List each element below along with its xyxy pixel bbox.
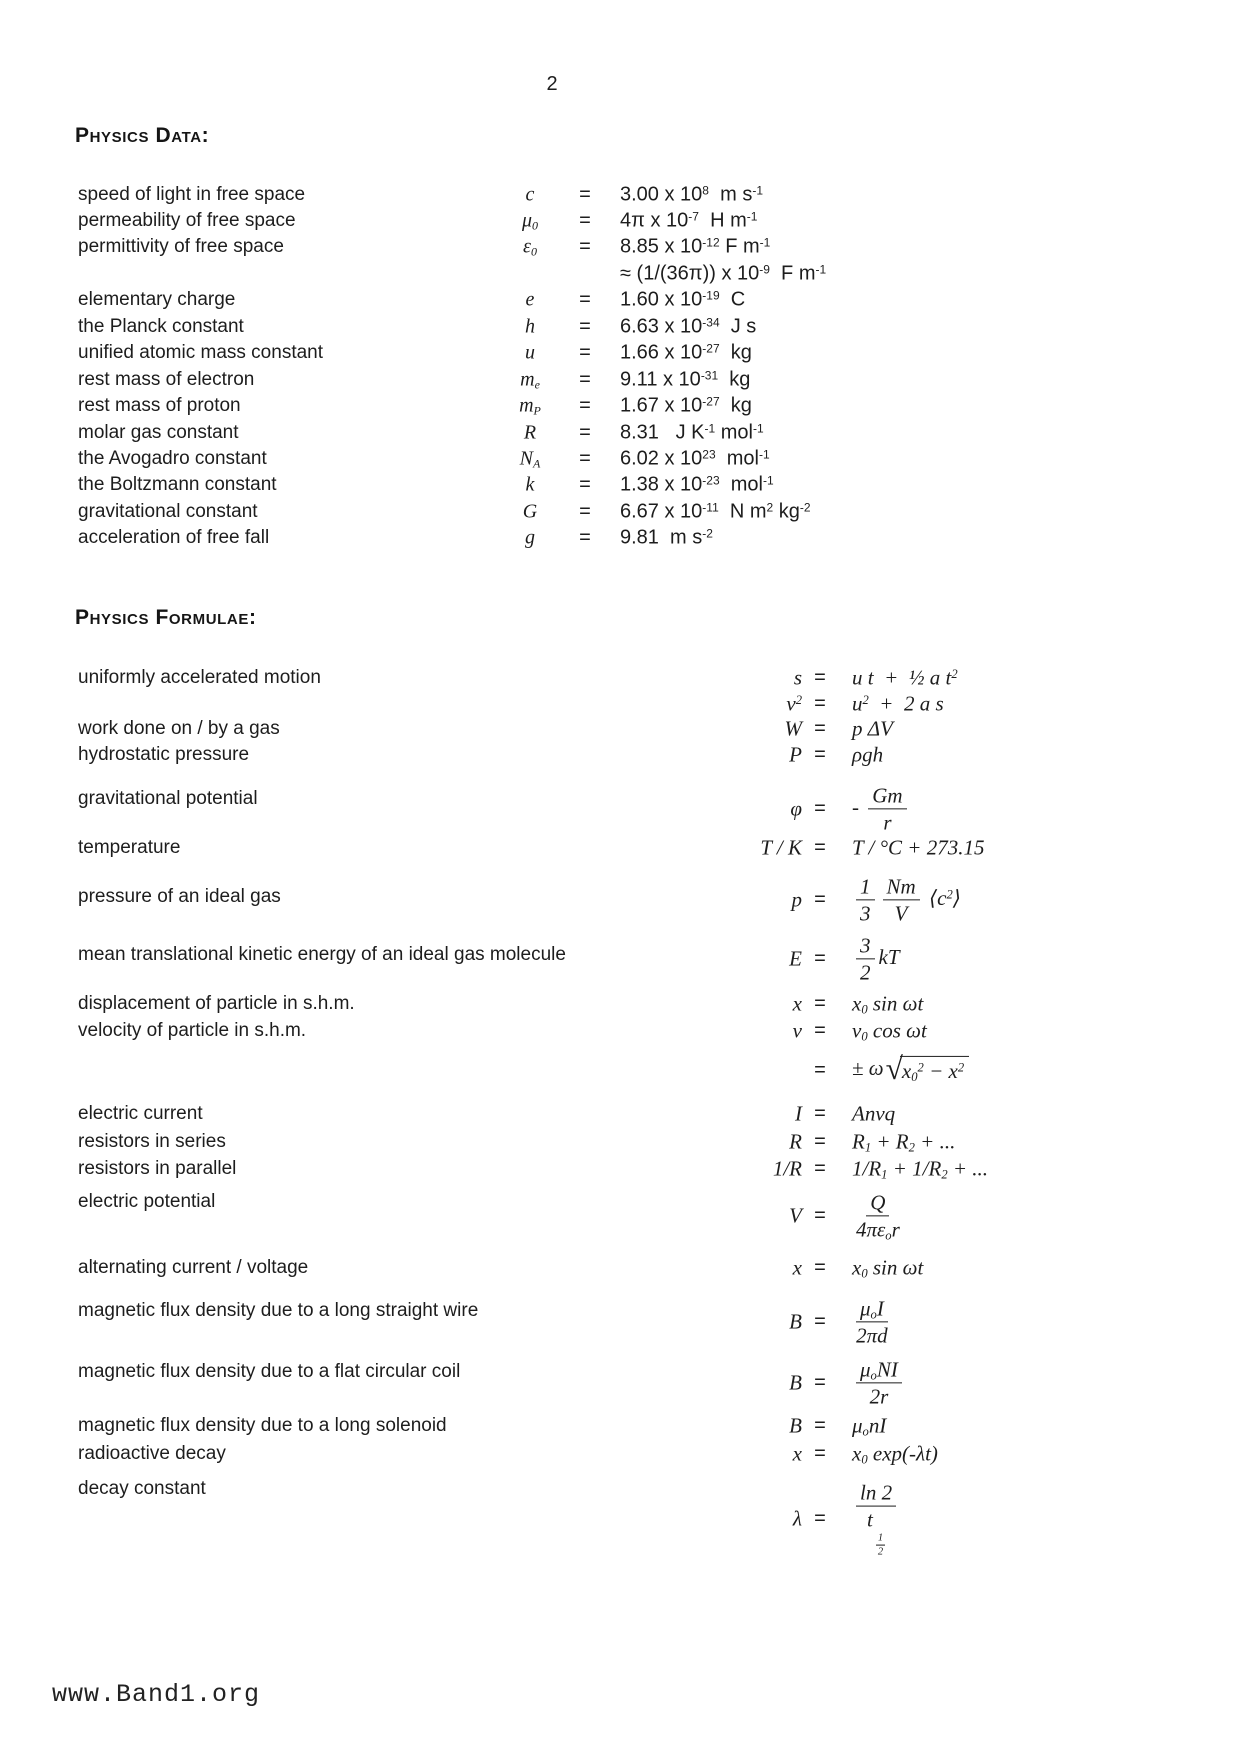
formula-expression — [690, 1296, 892, 1347]
constant-label: acceleration of free fall — [78, 527, 270, 549]
data-row — [0, 393, 1239, 420]
formula-expression — [690, 836, 984, 861]
formula-lhs: V — [789, 1203, 802, 1228]
formula-rhs: $x_0$ sin ωt — [852, 1255, 924, 1281]
constant-value: 1.60 x $10^{-19}$ C — [620, 288, 746, 311]
formula-label: magnetic flux density due to a flat circular coil — [78, 1361, 461, 1382]
constant-value: 1.67 x $10^{-27}$ kg — [620, 394, 752, 417]
formula-expression — [690, 1442, 938, 1467]
constant-symbol: e — [525, 288, 535, 311]
constant-value: 1.38 x $10^{-23}$ mol$^{-1}$ — [620, 473, 774, 496]
formula-rhs: p ΔV — [852, 716, 893, 741]
formula-rhs: $\frac{1}{3}$ $\frac{Nm}{V}$ $⟨c^2⟩$ — [852, 874, 961, 925]
constant-label: permittivity of free space — [78, 236, 284, 258]
equals-sign: = — [579, 500, 591, 523]
constant-value: 3.00 x $10^8$ m $s^{-1}$ — [620, 183, 763, 205]
equals-sign: = — [579, 183, 591, 205]
data-row — [0, 446, 1239, 473]
formula-lhs: x — [792, 1255, 802, 1280]
equals-sign: = — [814, 692, 826, 715]
formula-lhs: B — [789, 1413, 802, 1438]
equals-sign: = — [579, 341, 591, 364]
formula-label: displacement of particle in s.h.m. — [78, 993, 355, 1014]
constant-label: the Planck constant — [78, 315, 244, 337]
data-row — [0, 234, 1239, 261]
physics-formulae-heading: Physics Formulae: — [75, 606, 257, 629]
formula-label: resistors in series — [78, 1131, 226, 1152]
equals-sign: = — [814, 1414, 826, 1437]
constant-value: 6.67 x $10^{-11}$ N $m^2$ $kg^{-2}$ — [620, 500, 811, 523]
physics-data-heading: Physics Data: — [75, 124, 210, 147]
constant-symbol: $m_e$ — [520, 368, 540, 392]
formula-rhs: $1/R_1 + 1/R_2$ + ... — [852, 1156, 989, 1182]
formula-expression — [690, 1357, 906, 1408]
formula-lhs: I — [795, 1101, 802, 1126]
constant-symbol: u — [525, 341, 535, 364]
equals-sign: = — [814, 1310, 826, 1333]
equals-sign: = — [814, 836, 826, 859]
data-row — [0, 207, 1239, 234]
formula-label: electric potential — [78, 1191, 216, 1212]
formula-rhs: $\frac{3}{2}$ kT — [852, 933, 900, 984]
data-row — [0, 287, 1239, 314]
formula-label: alternating current / voltage — [78, 1257, 309, 1278]
formula-expression — [690, 666, 958, 691]
constant-value: ≈ (1/(36π)) x $10^{-9}$ F $m^{-1}$ — [620, 262, 827, 285]
formula-rhs: ± ω √ $x_0^2 - x^2$ — [852, 1056, 969, 1084]
formula-rhs: $x_0$ exp(-λt) — [852, 1441, 938, 1467]
constant-symbol: $\varepsilon_0$ — [523, 235, 537, 259]
formula-lhs: R — [789, 1129, 802, 1154]
constant-label: the Avogadro constant — [78, 448, 267, 469]
formula-label: velocity of particle in s.h.m. — [78, 1020, 307, 1041]
constant-value: 8.31 J $K^{-1}$ mol$^{-1}$ — [620, 421, 764, 444]
formula-lhs: v — [792, 1018, 802, 1043]
formula-lhs: T / K — [760, 835, 802, 860]
formula-expression — [690, 992, 923, 1017]
data-row — [0, 472, 1239, 499]
formula-label: electric current — [78, 1103, 203, 1124]
constant-symbol: c — [525, 183, 535, 205]
formula-rhs: $v_0$ cos ωt — [852, 1018, 927, 1044]
data-row — [0, 340, 1239, 367]
formula-expression — [690, 1157, 988, 1182]
equals-sign: = — [814, 717, 826, 740]
formula-label: radioactive decay — [78, 1443, 226, 1464]
formula-lhs: φ — [790, 796, 802, 821]
formula-lhs: x — [792, 991, 802, 1016]
formula-expression — [690, 1019, 927, 1044]
formula-lhs: E — [789, 946, 802, 971]
equals-sign: = — [814, 1507, 826, 1530]
formula-expression — [690, 1130, 955, 1155]
formula-expression — [690, 1481, 900, 1558]
formula-rhs: $x_0$ sin ωt — [852, 991, 924, 1017]
formula-expression — [690, 1190, 904, 1241]
constant-symbol: $m_P$ — [519, 394, 541, 418]
formula-label: temperature — [78, 837, 181, 858]
constant-symbol: $N_A$ — [519, 447, 541, 471]
equals-sign: = — [579, 394, 591, 417]
constant-label: permeability of free space — [78, 209, 296, 231]
data-row — [0, 419, 1239, 446]
constant-symbol: g — [525, 526, 535, 549]
formula-lhs: x — [792, 1441, 802, 1466]
formula-rhs: u t + ½ a $t^2$ — [852, 665, 958, 690]
equals-sign: = — [814, 1442, 826, 1465]
formula-rhs: $R_1 + R_2$ + ... — [852, 1129, 956, 1155]
formula-lhs: $v^2$ — [786, 691, 802, 716]
formula-lhs: 1/R — [772, 1156, 802, 1181]
equals-sign: = — [579, 473, 591, 496]
constant-label: the Boltzmann constant — [78, 474, 277, 496]
constant-symbol: G — [522, 500, 538, 523]
formula-label: uniformly accelerated motion — [78, 667, 321, 688]
formula-label: gravitational potential — [78, 788, 258, 809]
formula-rhs: ρgh — [852, 742, 884, 767]
data-row — [0, 181, 1239, 208]
formula-expression — [690, 783, 911, 834]
formula-expression — [690, 743, 883, 768]
constant-label: rest mass of proton — [78, 395, 241, 417]
formula-expression — [690, 933, 900, 984]
formula-label: mean translational kinetic energy of an ideal gas molecule — [78, 944, 566, 965]
equals-sign: = — [814, 797, 826, 820]
constant-label: unified atomic mass constant — [78, 342, 324, 364]
equals-sign: = — [579, 421, 591, 444]
formula-rhs: Anvq — [852, 1101, 896, 1126]
constant-label: elementary charge — [78, 289, 236, 311]
constant-label: gravitational constant — [78, 500, 258, 522]
formula-rhs: Q $4\pi\varepsilon_or$ — [856, 1190, 900, 1243]
formula-rhs: $\mu_oNI$ 2r — [852, 1357, 906, 1408]
equals-sign: = — [814, 1157, 826, 1180]
website-url: www.Band1.org — [52, 1680, 261, 1709]
formula-expression — [690, 1414, 886, 1439]
constant-value: 6.02 x $10^{23}$ mol$^{-1}$ — [620, 447, 770, 470]
constant-value: 4π x $10^{-7}$ H $m^{-1}$ — [620, 209, 758, 232]
data-row — [0, 260, 1239, 287]
data-row — [0, 366, 1239, 393]
equals-sign: = — [579, 368, 591, 391]
constant-value: 9.81 m $s^{-2}$ — [620, 526, 713, 549]
data-row — [0, 313, 1239, 340]
equals-sign: = — [579, 447, 591, 470]
formula-rhs: T / °C + 273.15 — [852, 835, 985, 860]
formula-expression — [690, 874, 961, 925]
formula-label: work done on / by a gas — [78, 718, 280, 739]
formula-expression — [690, 1102, 895, 1127]
equals-sign: = — [814, 1130, 826, 1153]
data-row — [0, 498, 1239, 525]
constant-value: 6.63 x $10^{-34}$ J s — [620, 315, 757, 338]
equals-sign: = — [814, 1102, 826, 1125]
formula-label: pressure of an ideal gas — [78, 886, 281, 907]
constant-symbol: $\mu_0$ — [521, 209, 539, 233]
equals-sign: = — [579, 209, 591, 232]
constant-label: rest mass of electron — [78, 368, 255, 390]
equals-sign: = — [814, 888, 826, 911]
constant-label: molar gas constant — [78, 421, 239, 443]
formula-lhs: B — [789, 1309, 802, 1334]
equals-sign: = — [814, 1204, 826, 1227]
equals-sign: = — [814, 1019, 826, 1042]
equals-sign: = — [579, 235, 591, 258]
formula-label: resistors in parallel — [78, 1158, 237, 1179]
formula-expression — [690, 1051, 969, 1087]
equals-sign: = — [814, 743, 826, 766]
formula-expression — [690, 717, 893, 742]
constant-value: 1.66 x $10^{-27}$ kg — [620, 341, 752, 364]
formula-lhs: W — [784, 716, 802, 741]
equals-sign: = — [579, 315, 591, 338]
constant-value: 9.11 x $10^{-31}$ kg — [620, 368, 751, 391]
formula-label: hydrostatic pressure — [78, 744, 250, 765]
formula-label: magnetic flux density due to a long straight wire — [78, 1300, 479, 1321]
data-row — [0, 525, 1239, 552]
formula-lhs: P — [789, 742, 802, 767]
formula-lhs: B — [789, 1370, 802, 1395]
constant-symbol: h — [525, 315, 535, 338]
formula-expression — [690, 692, 944, 717]
equals-sign: = — [814, 666, 826, 689]
equals-sign: = — [814, 1371, 826, 1394]
equals-sign: = — [814, 1256, 826, 1279]
constant-symbol: R — [523, 421, 537, 444]
formula-rhs: $\mu_oI$ 2πd — [856, 1296, 888, 1348]
formula-rhs: ln 2 t $\frac{1}{2}$ — [852, 1481, 900, 1558]
equals-sign: = — [814, 947, 826, 970]
page-number: 2 — [546, 73, 558, 95]
constant-value: 8.85 x $10^{-12}$ F $m^{-1}$ — [620, 235, 771, 258]
constant-label: speed of light in free space — [78, 183, 306, 205]
formula-expression — [690, 1256, 923, 1281]
formula-lhs: λ — [792, 1506, 802, 1531]
formula-lhs: s — [793, 665, 802, 690]
formula-rhs: $\mu_onI$ — [852, 1413, 887, 1439]
formula-rhs: - $\frac{Gm}{r}$ — [852, 783, 911, 834]
formula-label: magnetic flux density due to a long solenoid — [78, 1415, 447, 1436]
equals-sign: = — [814, 992, 826, 1015]
equals-sign: = — [579, 288, 591, 311]
equals-sign: = — [814, 1058, 826, 1081]
formula-label: decay constant — [78, 1478, 206, 1499]
formula-lhs: p — [791, 887, 802, 912]
formula-rhs: $u^2 + 2$ a s — [852, 691, 944, 716]
equals-sign: = — [579, 526, 591, 549]
constant-symbol: k — [525, 473, 535, 496]
